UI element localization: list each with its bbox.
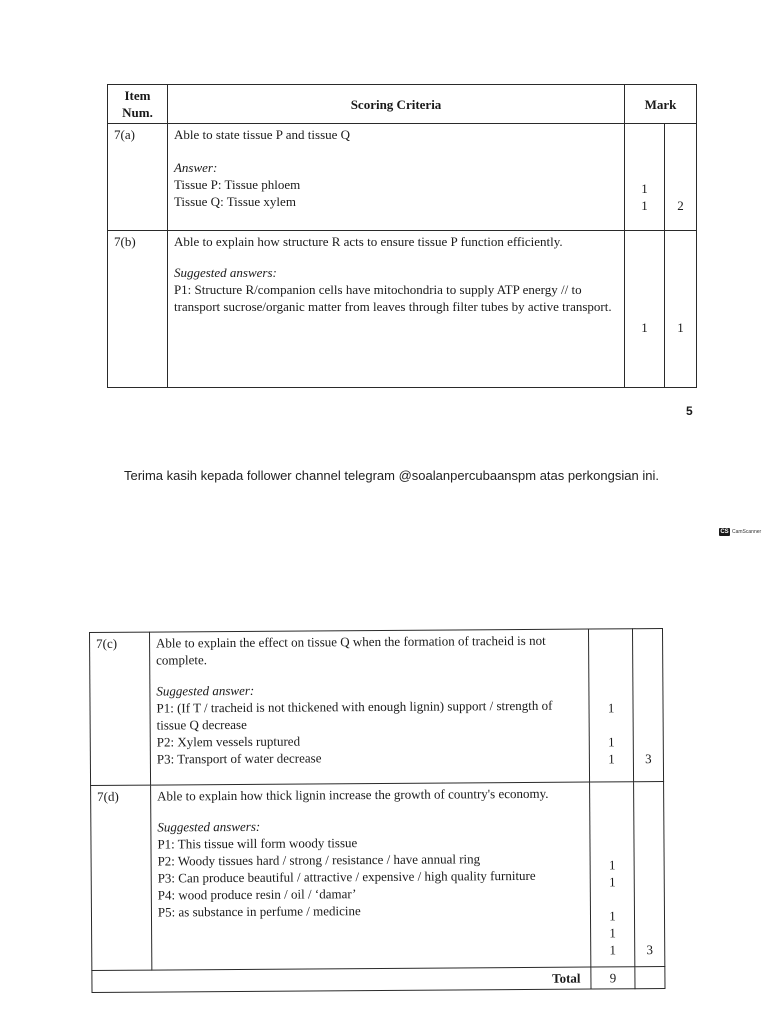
- table-row-7c: [90, 628, 664, 785]
- thanks-caption: Terima kasih kepada follower channel telegram @soalanpercubaanspm atas perkongsian ini.: [124, 468, 659, 483]
- criteria-title: Able to explain how thick lignin increase the growth of country's economy.: [157, 785, 549, 804]
- header-scoring-criteria: Scoring Criteria: [167, 85, 624, 124]
- point-marks-cell: [625, 124, 665, 231]
- point-mark: 1: [641, 181, 648, 196]
- point-mark: 1: [608, 734, 615, 750]
- answer-label: Answer:: [173, 160, 218, 175]
- table-row-7b: [108, 231, 697, 388]
- answer-line: P3: Transport of water decrease: [156, 750, 322, 767]
- answer-line: P2: Xylem vessels ruptured: [156, 733, 301, 750]
- point-marks-cell: [590, 782, 635, 967]
- total-mark: 3: [646, 942, 654, 958]
- item-number: 7(b): [108, 231, 168, 388]
- criteria-title: Able to explain the effect on tissue Q when the formation of tracheid is not complete.: [155, 632, 546, 668]
- answer-line: P3: Can produce beautiful / attractive / expensive / high quality furniture: [157, 867, 536, 886]
- point-marks-cell: [625, 231, 665, 388]
- total-label: Total: [92, 967, 591, 992]
- item-number: 7(d): [91, 785, 152, 970]
- point-mark: 1: [607, 700, 615, 716]
- answer-line: P1: (If T / tracheid is not thickened with enough lignin) support / strength of tissue Q decrease: [156, 697, 553, 733]
- header-item-num: Item Num.: [108, 85, 168, 124]
- camscanner-logo: [719, 528, 761, 536]
- item-number: 7(c): [90, 632, 151, 785]
- answer-line: P1: Structure R/companion cells have mitochondria to supply ATP energy // to transport sucrose/organic matter from leaves through filter tubes by active transport.: [173, 282, 612, 314]
- scoring-criteria-cell: [167, 231, 624, 388]
- total-empty-cell: [635, 966, 665, 988]
- point-mark: 1: [609, 942, 617, 958]
- answer-line: Tissue Q: Tissue xylem: [173, 194, 296, 209]
- scoring-criteria-cell: [149, 629, 589, 785]
- total-mark-cell: [632, 628, 663, 781]
- table-row-7d: [91, 781, 665, 970]
- camscanner-mark: CS: [720, 529, 729, 535]
- total-row: [92, 966, 665, 992]
- answer-line: P1: This tissue will form woody tissue: [157, 835, 358, 852]
- answer-label: Suggested answers:: [173, 265, 277, 280]
- total-mark-cell: [665, 231, 697, 388]
- table-row-7a: [108, 124, 697, 231]
- answer-line: Tissue P: Tissue phloem: [173, 177, 301, 192]
- answer-label: Suggested answer:: [156, 682, 255, 699]
- point-mark: 1: [609, 908, 616, 924]
- total-value: 9: [591, 967, 635, 989]
- marking-scheme-table-1: [107, 84, 697, 388]
- answer-line: P5: as substance in perfume / medicine: [157, 903, 361, 920]
- criteria-title: Able to state tissue P and tissue Q: [173, 127, 351, 142]
- point-mark: 1: [608, 874, 616, 890]
- answer-label: Suggested answers:: [157, 818, 261, 835]
- item-number: 7(a): [108, 124, 168, 231]
- point-mark: 1: [608, 751, 615, 767]
- total-mark-cell: [634, 781, 665, 966]
- total-mark: 1: [677, 320, 684, 335]
- marking-scheme-table-2: [89, 628, 666, 993]
- point-marks-cell: [589, 629, 634, 782]
- point-mark: 1: [641, 320, 648, 335]
- point-mark: 1: [609, 925, 616, 941]
- total-mark-cell: [665, 124, 697, 231]
- point-mark: 1: [608, 857, 616, 873]
- criteria-title: Able to explain how structure R acts to ensure tissue P function efficiently.: [173, 234, 563, 249]
- point-mark: 1: [641, 198, 648, 213]
- page-number: 5: [686, 404, 693, 418]
- answer-line: P4: wood produce resin / oil / ‘damar’: [157, 886, 357, 903]
- camscanner-name: CamScanner: [732, 529, 762, 535]
- total-mark: 3: [645, 751, 652, 767]
- scoring-criteria-cell: [167, 124, 624, 231]
- header-mark: Mark: [625, 85, 697, 124]
- scoring-criteria-cell: [151, 782, 591, 970]
- table-header-row: [108, 85, 697, 124]
- total-mark: 2: [677, 198, 684, 213]
- answer-line: P2: Woody tissues hard / strong / resistance / have annual ring: [157, 851, 481, 869]
